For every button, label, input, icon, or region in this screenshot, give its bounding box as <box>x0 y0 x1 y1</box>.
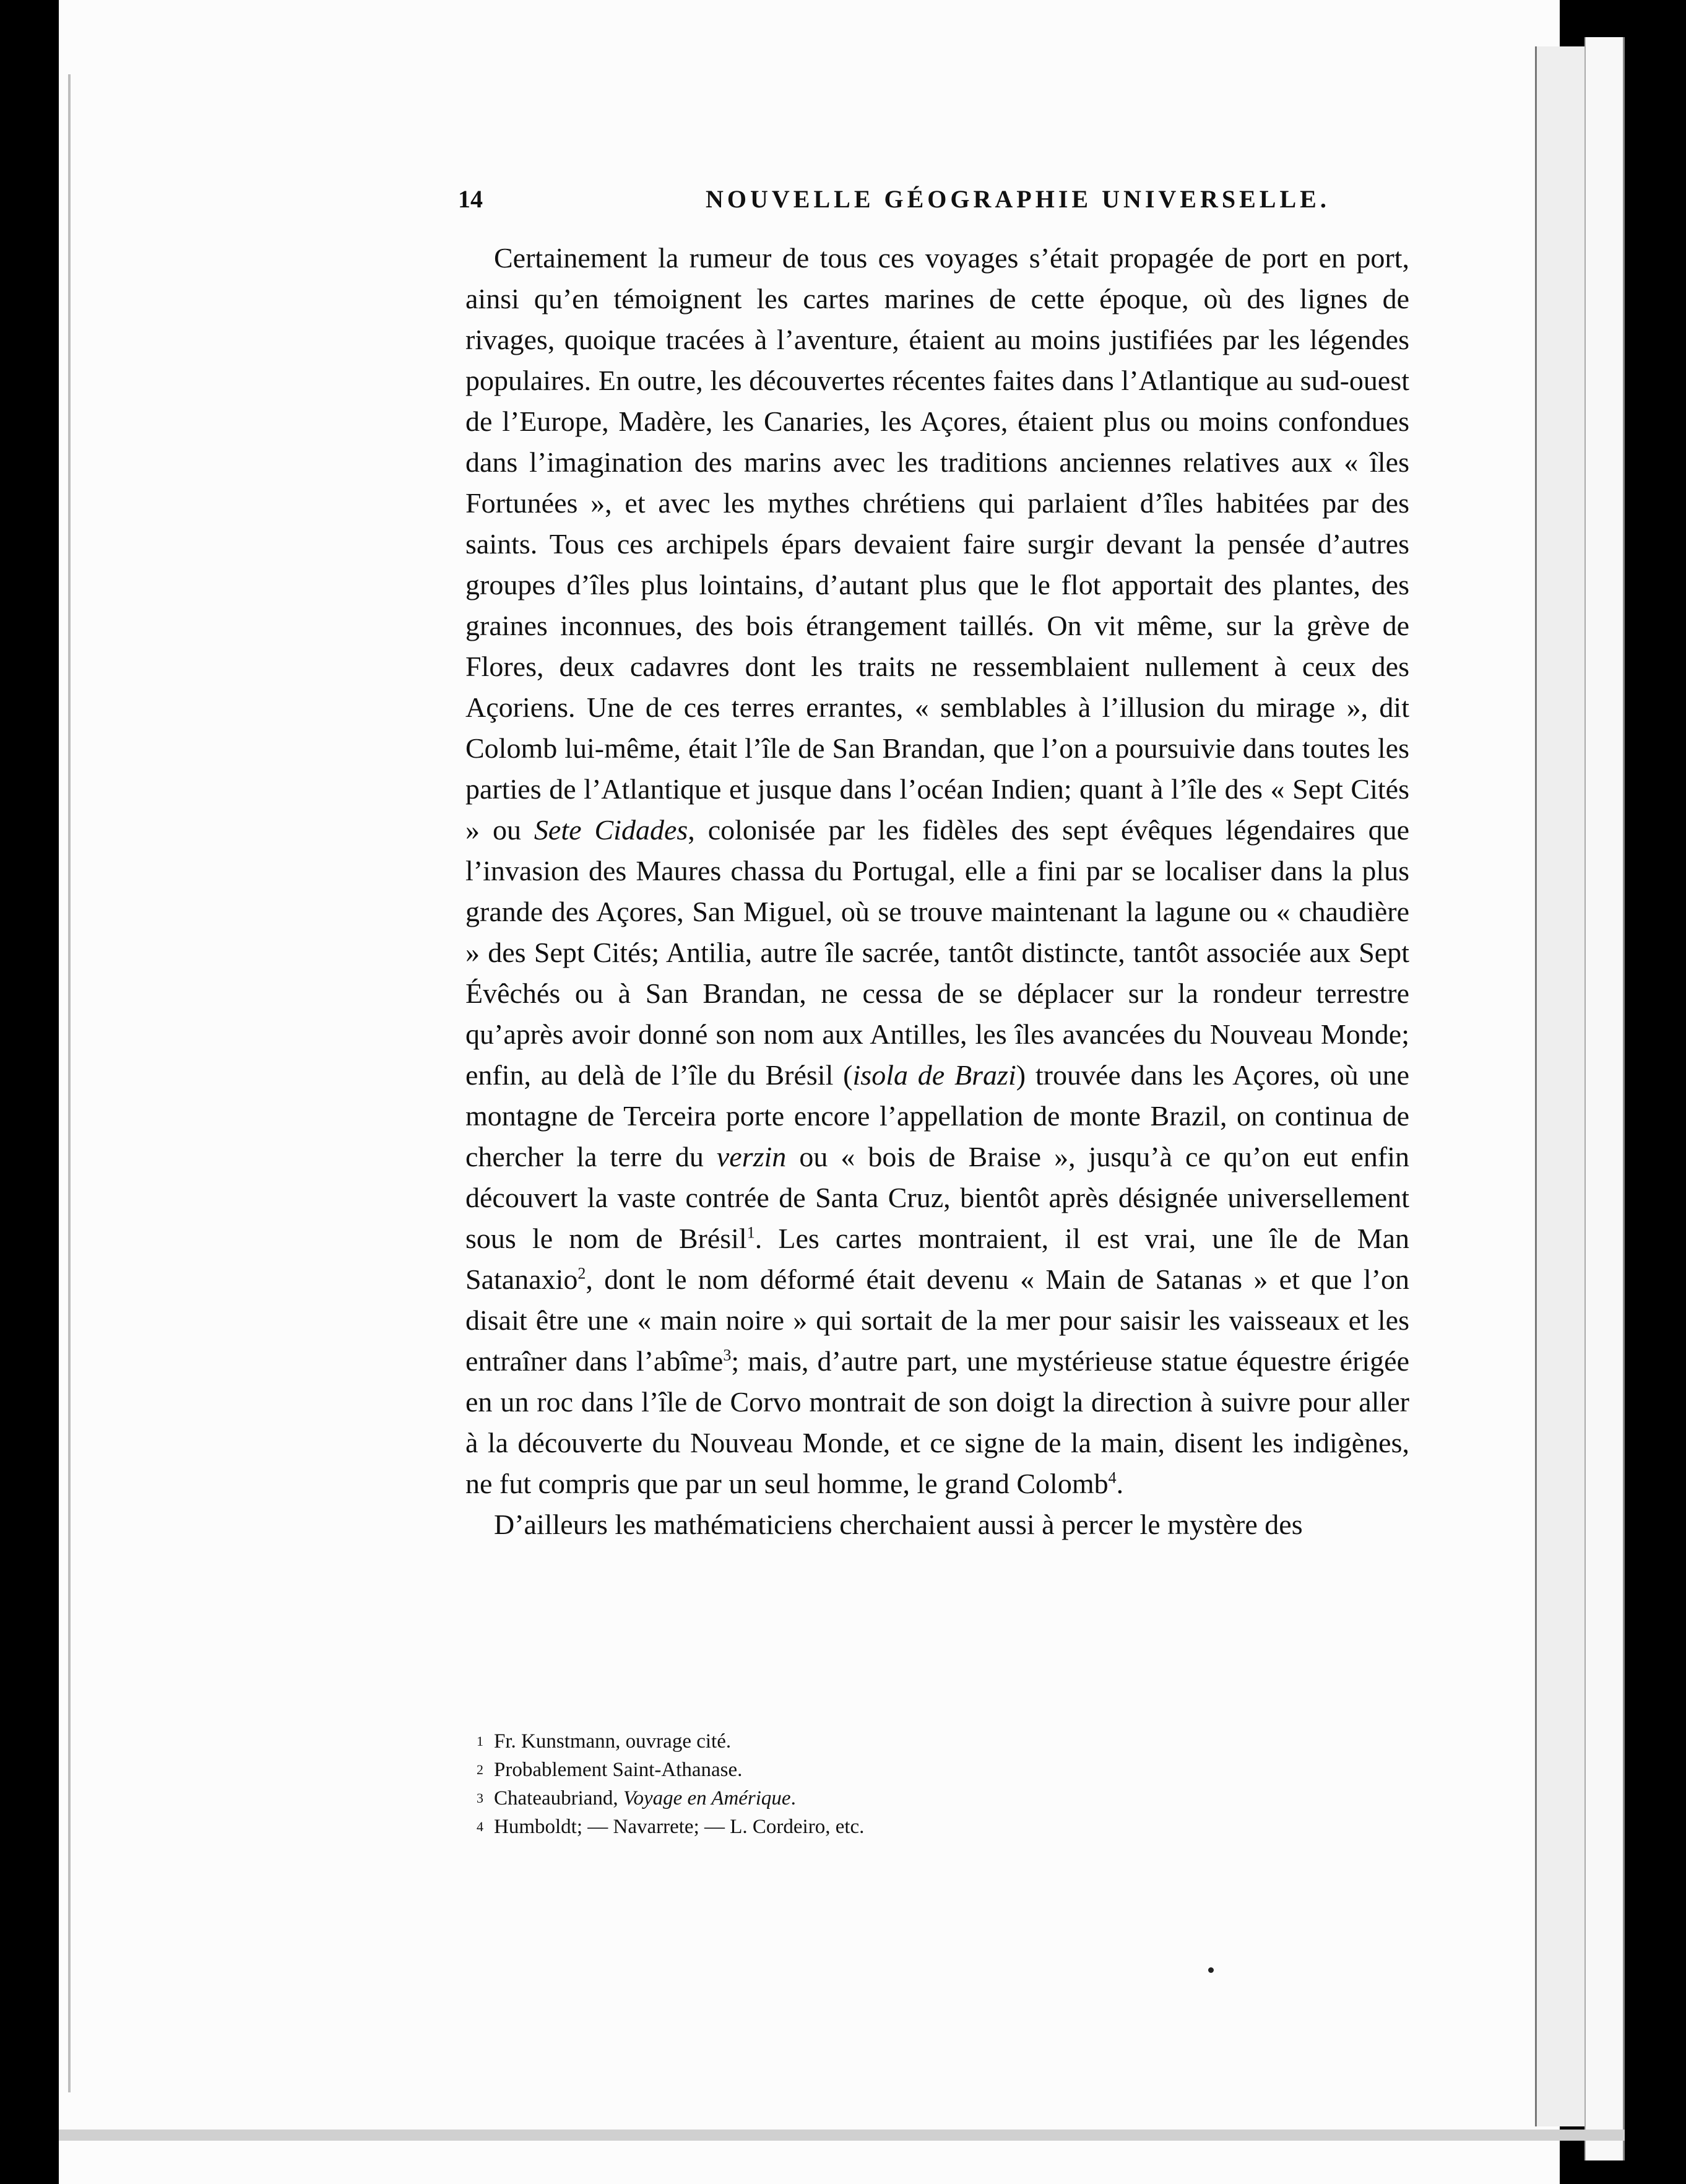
footnote-number: 2 <box>477 1762 483 1777</box>
footnote-ref-4[interactable]: 4 <box>1108 1468 1117 1487</box>
paragraph-1 <box>465 238 1409 1504</box>
p1-text-c: ) trouvée dans les Açores, où une montagne de Terceira porte encore l’appellation de monte Brazil, on continua de chercher la terre du <box>465 1059 1409 1172</box>
footnote-3 <box>477 1784 1219 1813</box>
page-number: 14 <box>458 185 483 213</box>
p1-text-e: . Les cartes montraient, il est vrai, une île de Man Satanaxio <box>465 1223 1410 1295</box>
footnote-text-end: . <box>790 1787 796 1809</box>
page-bottom-edge <box>59 2130 1625 2141</box>
p1-italic-isola-de-brazi: isola de Brazi <box>852 1059 1016 1091</box>
footnote-number: 3 <box>477 1790 483 1806</box>
p1-text-d: ou « bois de Braise », jusqu’à ce qu’on eut enfin découvert la vaste contrée de Santa Cruz, bientôt après désignée universellement sous le nom de Brésil <box>465 1141 1409 1254</box>
footnote-1 <box>477 1727 1219 1756</box>
p1-text-g: ; mais, d’autre part, une mystérieuse statue équestre érigée en un roc dans l’île de Corvo montrait de son doigt la direction à suivre pour aller à la découverte du Nouveau Monde, et ce signe de la main, disent les indigènes, ne fut compris que par un seul homme, le grand Colomb <box>465 1345 1410 1499</box>
footnote-text: Probablement Saint-Athanase. <box>494 1759 743 1781</box>
footnote-italic-title: Voyage en Amérique <box>623 1787 791 1809</box>
p1-italic-sete-cidades: Sete Cidades <box>534 814 688 846</box>
footnote-4 <box>477 1813 1219 1841</box>
footnote-ref-2[interactable]: 2 <box>577 1264 586 1283</box>
footnote-number: 4 <box>477 1819 483 1834</box>
page-edge-right <box>1535 46 1586 2126</box>
footnote-ref-3[interactable]: 3 <box>723 1346 732 1364</box>
p1-text-f: , dont le nom déformé était devenu « Main de Satanas » et que l’on disait être une « main noire » qui sortait de la mer pour saisir les vaisseaux et les entraîner dans l’abîme <box>465 1263 1409 1377</box>
footnote-text: Chateaubriand, <box>494 1787 623 1809</box>
body-text <box>465 238 1409 1545</box>
ink-dot <box>1208 1967 1214 1973</box>
footnote-ref-1[interactable]: 1 <box>746 1223 755 1242</box>
running-header <box>458 184 1411 222</box>
p1-text-a: Certainement la rumeur de tous ces voyages s’était propagée de port en port, ainsi qu’en témoignent les cartes marines de cette époque, où des lignes de rivages, quoique tracées à l’aventure, étaient au moins justifiées par les légendes populaires. En outre, les découvertes récentes faites dans l’Atlantique au sud-ouest de l’Europe, Madère, les Canaries, les Açores, étaient plus ou moins confondues dans l’imagination des marins avec les traditions anciennes relatives aux « îles Fortunées », et avec les mythes chrétiens qui parlaient d’îles habitées par des saints. Tous ces archipels épars devaient faire surgir devant la pensée d’autres groupes d’îles plus lointains, d’autant plus que le flot apportait des plantes, des graines inconnues, des bois étrangement taillés. On vit même, sur la grève de Flores, deux cadavres dont les traits ne ressemblaient nullement à ceux des Açoriens. Une de ces terres errantes, « semblables à l’illusion du mirage », dit Colomb lui-même, était l’île de San Brandan, que l’on a poursuivie dans toutes les parties de l’Atlantique et jusque dans l’océan Indien; quant à l’île des « Sept Cités » ou <box>465 242 1409 846</box>
paragraph-2: D’ailleurs les mathématiciens cherchaient aussi à percer le mystère des <box>494 1509 1303 1540</box>
footnote-number: 1 <box>477 1733 483 1749</box>
page-edge-outer <box>1584 37 1625 2160</box>
running-title: NOUVELLE GÉOGRAPHIE UNIVERSELLE. <box>706 185 1330 213</box>
footnote-text: Humboldt; — Navarrete; — L. Cordeiro, etc. <box>494 1816 865 1838</box>
p1-text-b: , colonisée par les fidèles des sept évêques légendaires que l’invasion des Maures chassa du Portugal, elle a fini par se localiser dans la plus grande des Açores, San Miguel, où se trouve maintenant la lagune ou « chaudière » des Sept Cités; Antilia, autre île sacrée, tantôt distincte, tantôt associée aux Sept Évêchés ou à San Brandan, ne cessa de se déplacer sur la rondeur terrestre qu’après avoir donné son nom aux Antilles, les îles avancées du Nouveau Monde; enfin, au delà de l’île du Brésil ( <box>465 814 1409 1091</box>
footnote-text: Fr. Kunstmann, ouvrage cité. <box>494 1730 732 1753</box>
footnotes <box>477 1727 1219 1841</box>
footnote-2 <box>477 1756 1219 1784</box>
page-edge-left <box>68 74 71 2092</box>
p1-italic-verzin: verzin <box>716 1141 787 1172</box>
p1-text-h: . <box>1116 1468 1124 1499</box>
